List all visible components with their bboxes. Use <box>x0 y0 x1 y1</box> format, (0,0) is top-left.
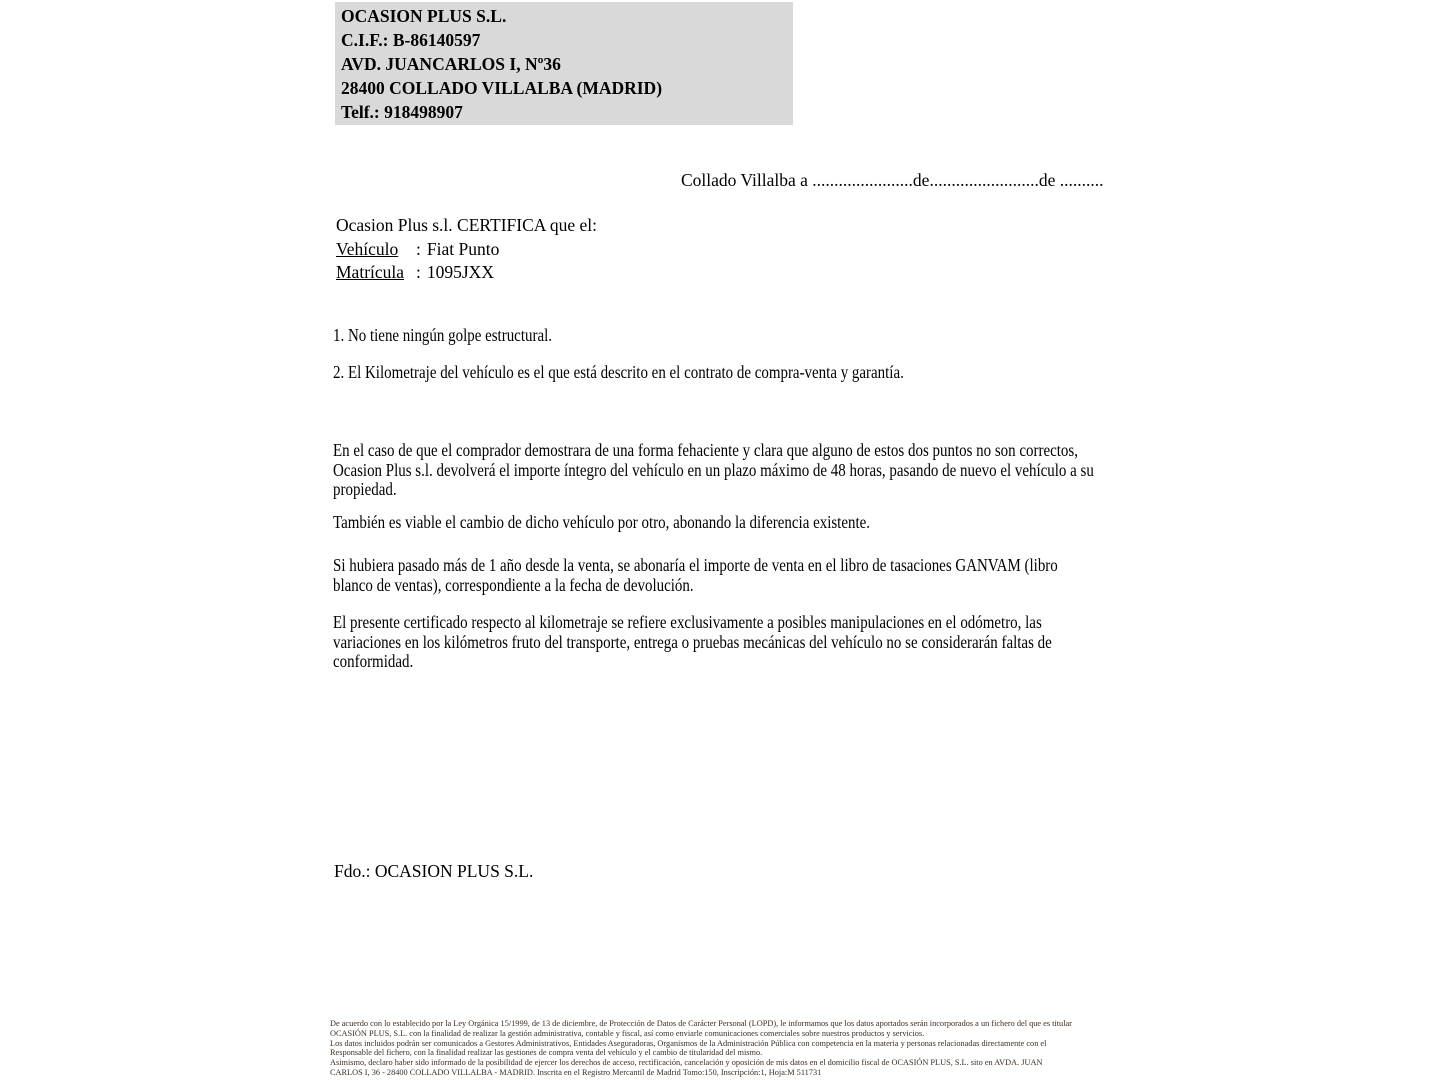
vehicle-label: Vehículo <box>336 238 399 259</box>
legal-footer-line: De acuerdo con lo establecido por la Ley Orgánica 15/1999, de 13 de diciembre, de Protección de Datos de Carácter Personal (LOPD), le informamos que los datos aportados serán incorporados a un fichero del que es titular <box>330 1019 1072 1028</box>
paragraph-vehicle-exchange: También es viable el cambio de dicho vehículo por otro, abonando la diferencia existente. <box>333 512 870 532</box>
company-address: AVD. JUANCARLOS I, Nº36 <box>341 54 561 74</box>
paragraph-refund-guarantee: En el caso de que el comprador demostrara de una forma fehaciente y clara que alguno de estos dos puntos no son correctos, Ocasion Plus s.l. devolverá el importe íntegro del vehículo en un plazo máximo de 48 horas, pasando de nuevo el vehículo a su propiedad. <box>333 440 1094 500</box>
paragraph-ganvam-valuation: Si hubiera pasado más de 1 año desde la venta, se abonaría el importe de venta en el libro de tasaciones GANVAM (libro blanco de ventas), correspondiente a la fecha de devolución. <box>333 555 1058 595</box>
legal-footer-line: Los datos incluidos podrán ser comunicados a Gestores Administrativos, Entidades Aseguradoras, Organismos de la Administración Pública con competencia en la materia y personas relacionadas directamente con el <box>330 1038 1047 1048</box>
date-line: Collado Villalba a .......................de.........................de .......... <box>681 170 1104 190</box>
signature-line: Fdo.: OCASION PLUS S.L. <box>334 861 534 881</box>
paragraph-odometer-disclaimer: El presente certificado respecto al kilometraje se refiere exclusivamente a posibles manipulaciones en el odómetro, las variaciones en los kilómetros fruto del transporte, entrega o pruebas mecánicas del vehículo no se considerarán faltas de conformidad. <box>333 612 1052 672</box>
legal-footer <box>330 1019 1120 1078</box>
vehicle-value: Fiat Punto <box>426 238 500 259</box>
company-city: 28400 COLLADO VILLALBA (MADRID) <box>341 78 663 98</box>
vehicle-separator: : <box>416 238 421 259</box>
company-cif: C.I.F.: B-86140597 <box>341 30 481 50</box>
plate-label: Matrícula <box>336 262 405 282</box>
condition-item-2: 2. El Kilometraje del vehículo es el que está descrito en el contrato de compra-venta y garantía. <box>333 362 904 382</box>
legal-footer-line: CARLOS I, 36 - 28400 COLLADO VILLALBA - MADRID. Inscrita en el Registro Mercantil de Madrid Tomo:150, Inscripción:1, Hoja:M 511731 <box>330 1067 822 1077</box>
certification-block <box>336 214 597 285</box>
plate-value: 1095JXX <box>426 262 494 282</box>
company-name: OCASION PLUS S.L. <box>341 6 507 26</box>
certification-intro: Ocasion Plus s.l. CERTIFICA que el: <box>336 215 597 235</box>
vehicle-row <box>336 238 597 262</box>
condition-item-1: 1. No tiene ningún golpe estructural. <box>333 325 552 345</box>
company-header <box>335 2 793 125</box>
legal-footer-line: Responsable del fichero, con la finalidad realizar las gestiones de compra venta del vehículo y el cambio de titularidad del mismo. <box>330 1048 763 1058</box>
plate-row <box>336 261 597 285</box>
company-phone: Telf.: 918498907 <box>341 102 463 122</box>
legal-footer-line: Asimismo, declaro haber sido informado de la posibilidad de ejercer los derechos de acceso, rectificación, cancelación y oposición de mis datos en el domicilio fiscal de OCASIÓN PLUS, S.L. sito en AVDA. JUAN <box>330 1058 1043 1067</box>
plate-separator: : <box>416 262 421 282</box>
legal-footer-line: OCASIÓN PLUS, S.L. con la finalidad de realizar la gestión administrativa, contable y fiscal, así como enviarle comunicaciones comerciales sobre nuestros productos y servicios. <box>330 1028 925 1038</box>
